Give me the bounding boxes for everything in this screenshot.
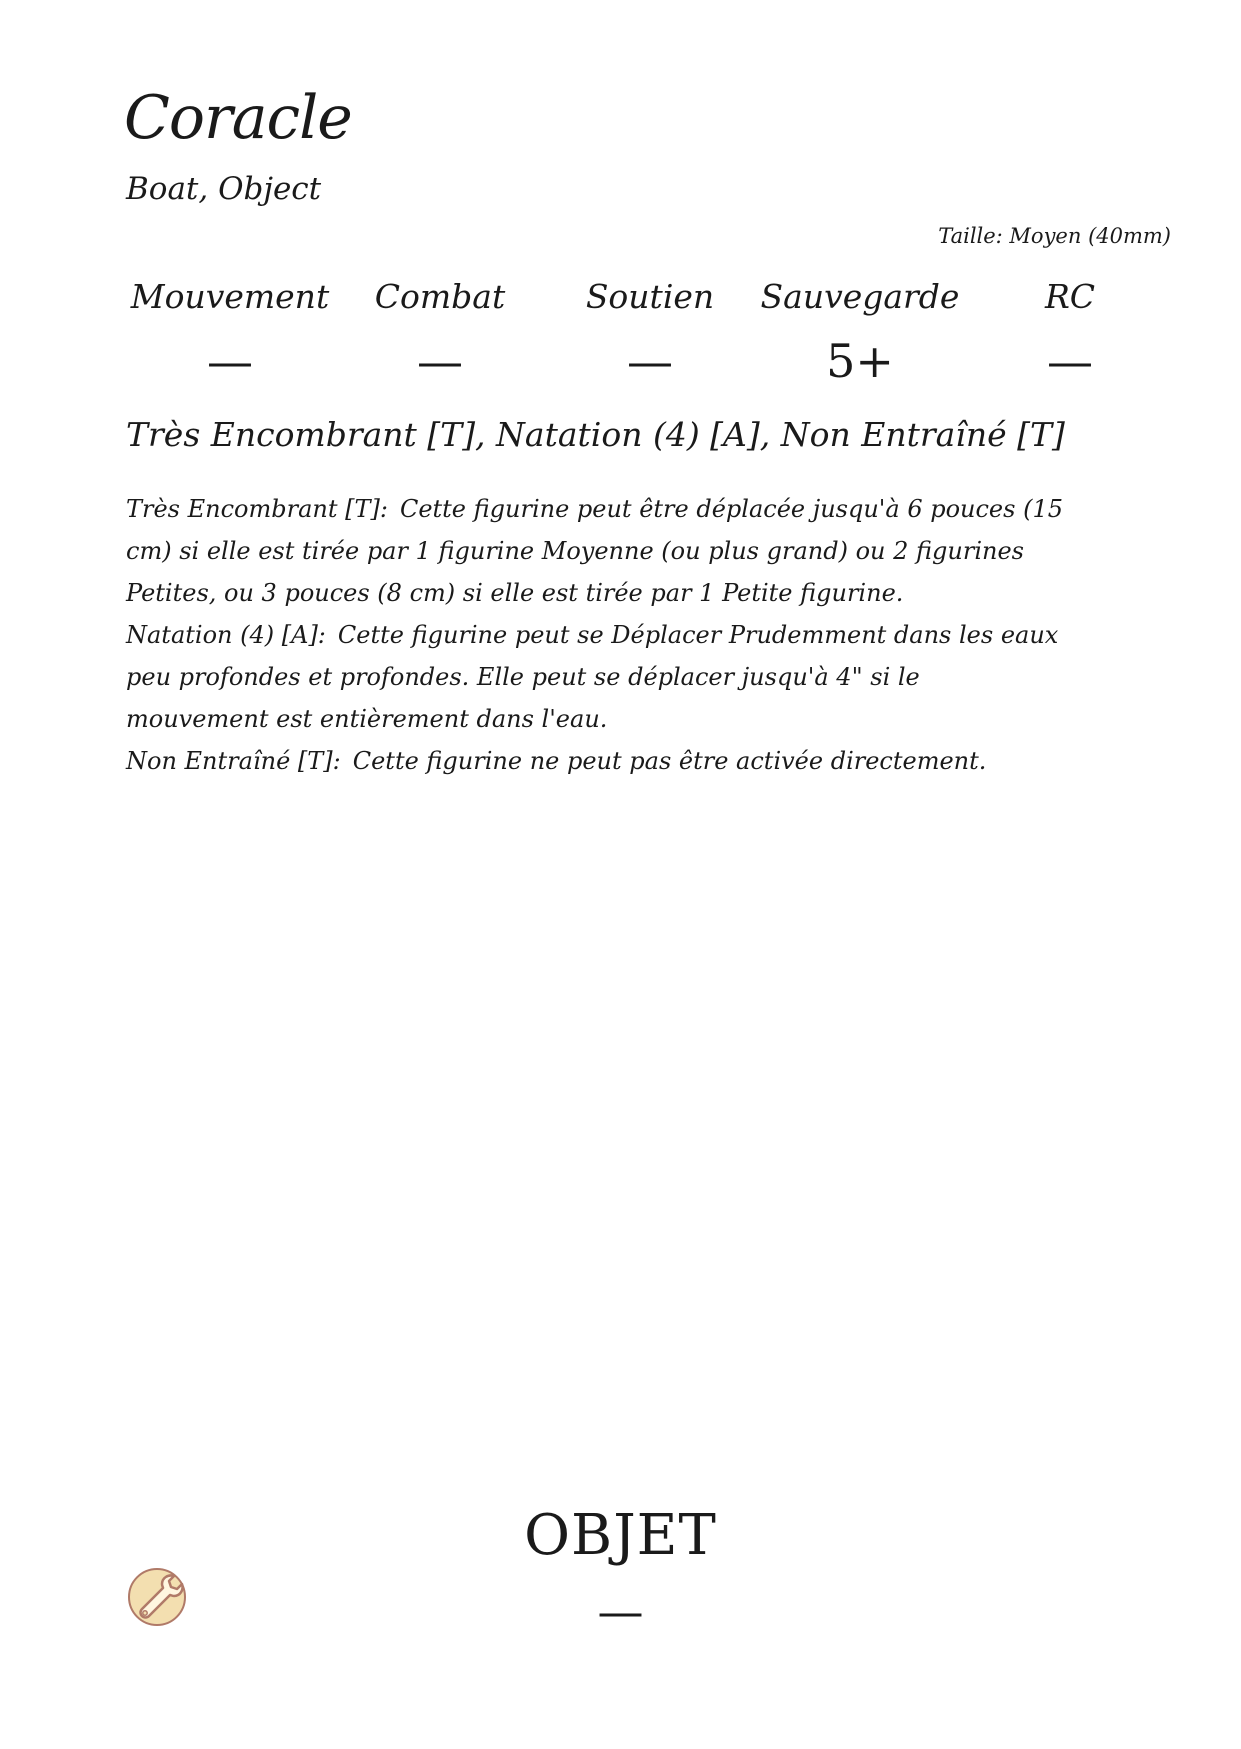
card-title: Coracle [124, 83, 352, 153]
traits-summary: Très Encombrant [T], Natation (4) [A], Non Entraîné [T] [126, 415, 1065, 454]
rule-entry [126, 740, 1066, 782]
card-keywords: Boat, Object [126, 171, 322, 207]
card-type-label: OBJET [524, 1503, 717, 1568]
stat-save [755, 277, 965, 388]
stat-label: RC [1044, 277, 1096, 316]
rule-text: Cette figurine peut être déplacée jusqu'à 6 pouces (15 cm) si elle est tirée par 1 figurine Moyenne (ou plus grand) ou 2 figurines Petites, ou 3 pouces (8 cm) si elle est tirée par 1 Petite figurine. [126, 495, 1063, 607]
rules-list [126, 488, 1066, 782]
stat-label: Soutien [585, 277, 715, 316]
stat-value: 5+ [826, 334, 894, 388]
stat-label: Mouvement [130, 277, 330, 316]
rule-name: Non Entraîné [T]: [126, 747, 341, 775]
card-type-value: — [597, 1584, 644, 1638]
rule-name: Très Encombrant [T]: [126, 495, 388, 523]
rule-entry [126, 614, 1066, 740]
stat-value: — [417, 334, 463, 388]
stat-value: — [1047, 334, 1093, 388]
stat-value: — [627, 334, 673, 388]
stat-support [545, 277, 755, 388]
size-label: Taille: Moyen (40mm) [938, 224, 1171, 248]
stat-combat [335, 277, 545, 388]
stat-movement [125, 277, 335, 388]
stat-label: Combat [374, 277, 506, 316]
stats-table [126, 277, 1126, 390]
rule-text: Cette figurine ne peut pas être activée directement. [352, 747, 987, 775]
stat-rc [965, 277, 1175, 388]
stat-label: Sauvegarde [760, 277, 960, 316]
rule-text: Cette figurine peut se Déplacer Prudemment dans les eaux peu profondes et profondes. Elle peut se déplacer jusqu'à 4" si le mouvement est entièrement dans l'eau. [126, 621, 1059, 733]
rule-entry [126, 488, 1066, 614]
stat-value: — [207, 334, 253, 388]
rule-name: Natation (4) [A]: [126, 621, 326, 649]
